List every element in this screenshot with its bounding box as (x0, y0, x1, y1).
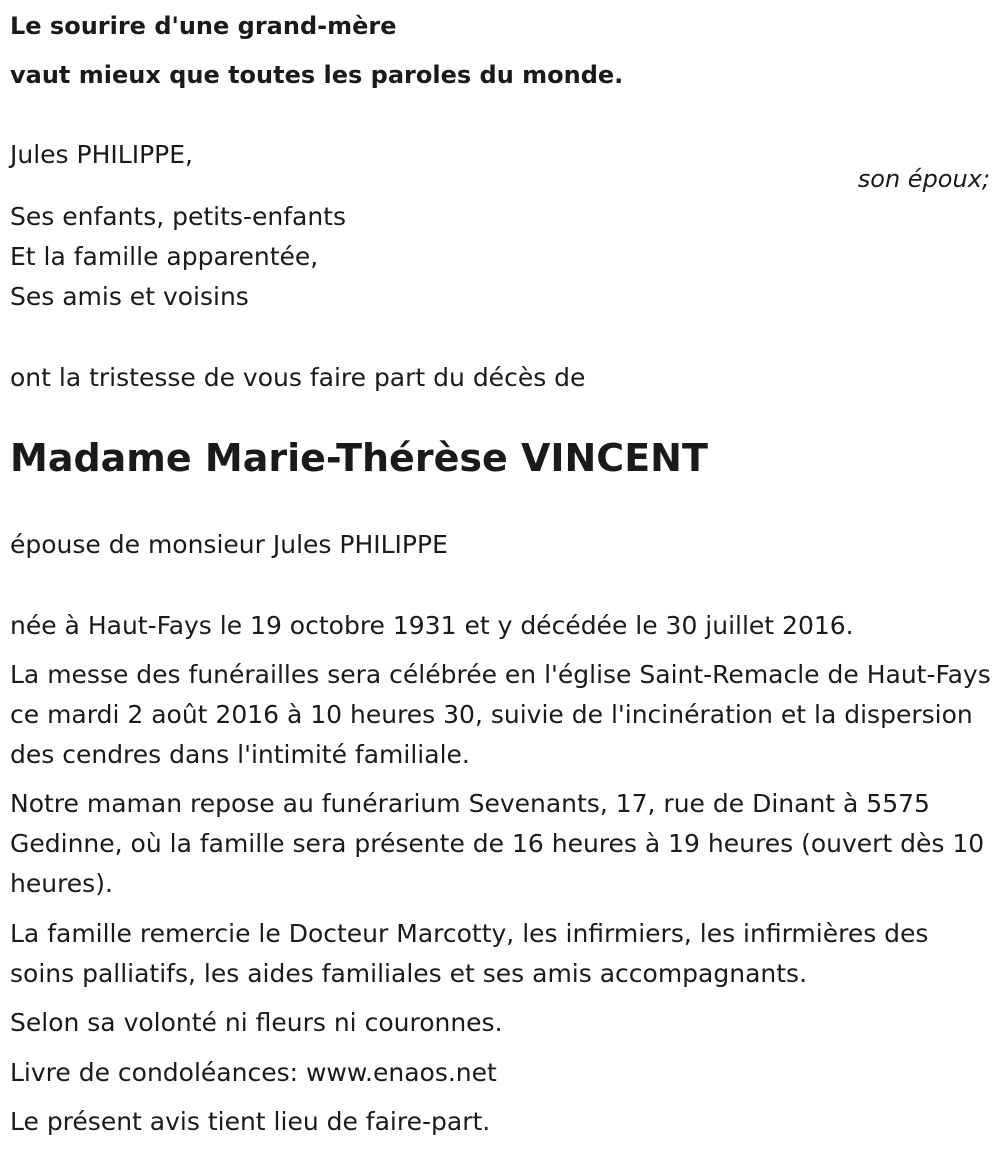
relative-line-1: Ses enfants, petits-enfants (10, 202, 346, 231)
funerarium-paragraph: Notre maman repose au funérarium Sevenants, 17, rue de Dinant à 5575 Gedinne, où la famille sera présente de 16 heures à 19 heures (ouvert dès 10 heures). (10, 789, 985, 898)
announcement-text: ont la tristesse de vous faire part du décès de (10, 363, 586, 392)
spouse-of-text: épouse de monsieur Jules PHILIPPE (10, 530, 448, 559)
thanks-paragraph: La famille remercie le Docteur Marcotty, les infirmiers, les infirmières des soins palliatifs, les aides familiales et ses amis accompagnants. (10, 919, 929, 988)
quote-line-1: Le sourire d'une grand-mère (10, 12, 397, 40)
relative-line-3: Ses amis et voisins (10, 282, 249, 311)
flowers-paragraph: Selon sa volonté ni fleurs ni couronnes. (10, 1008, 503, 1037)
deceased-name: Madame Marie-Thérèse VINCENT (10, 436, 708, 480)
condolences-paragraph: Livre de condoléances: www.enaos.net (10, 1058, 497, 1087)
spouse-name: Jules PHILIPPE, (10, 140, 193, 169)
relative-line-2: Et la famille apparentée, (10, 242, 319, 271)
quote-line-2: vaut mieux que toutes les paroles du monde. (10, 61, 624, 89)
birth-death-paragraph: née à Haut-Fays le 19 octobre 1931 et y décédée le 30 juillet 2016. (10, 611, 854, 640)
notice-paragraph: Le présent avis tient lieu de faire-part. (10, 1107, 491, 1136)
funeral-mass-paragraph: La messe des funérailles sera célébrée en l'église Saint-Remacle de Haut-Fays ce mardi 2 août 2016 à 10 heures 30, suivie de l'incinération et la dispersion des cendres dans l'intimité familiale. (10, 660, 991, 769)
spouse-role: son époux; (857, 165, 990, 193)
